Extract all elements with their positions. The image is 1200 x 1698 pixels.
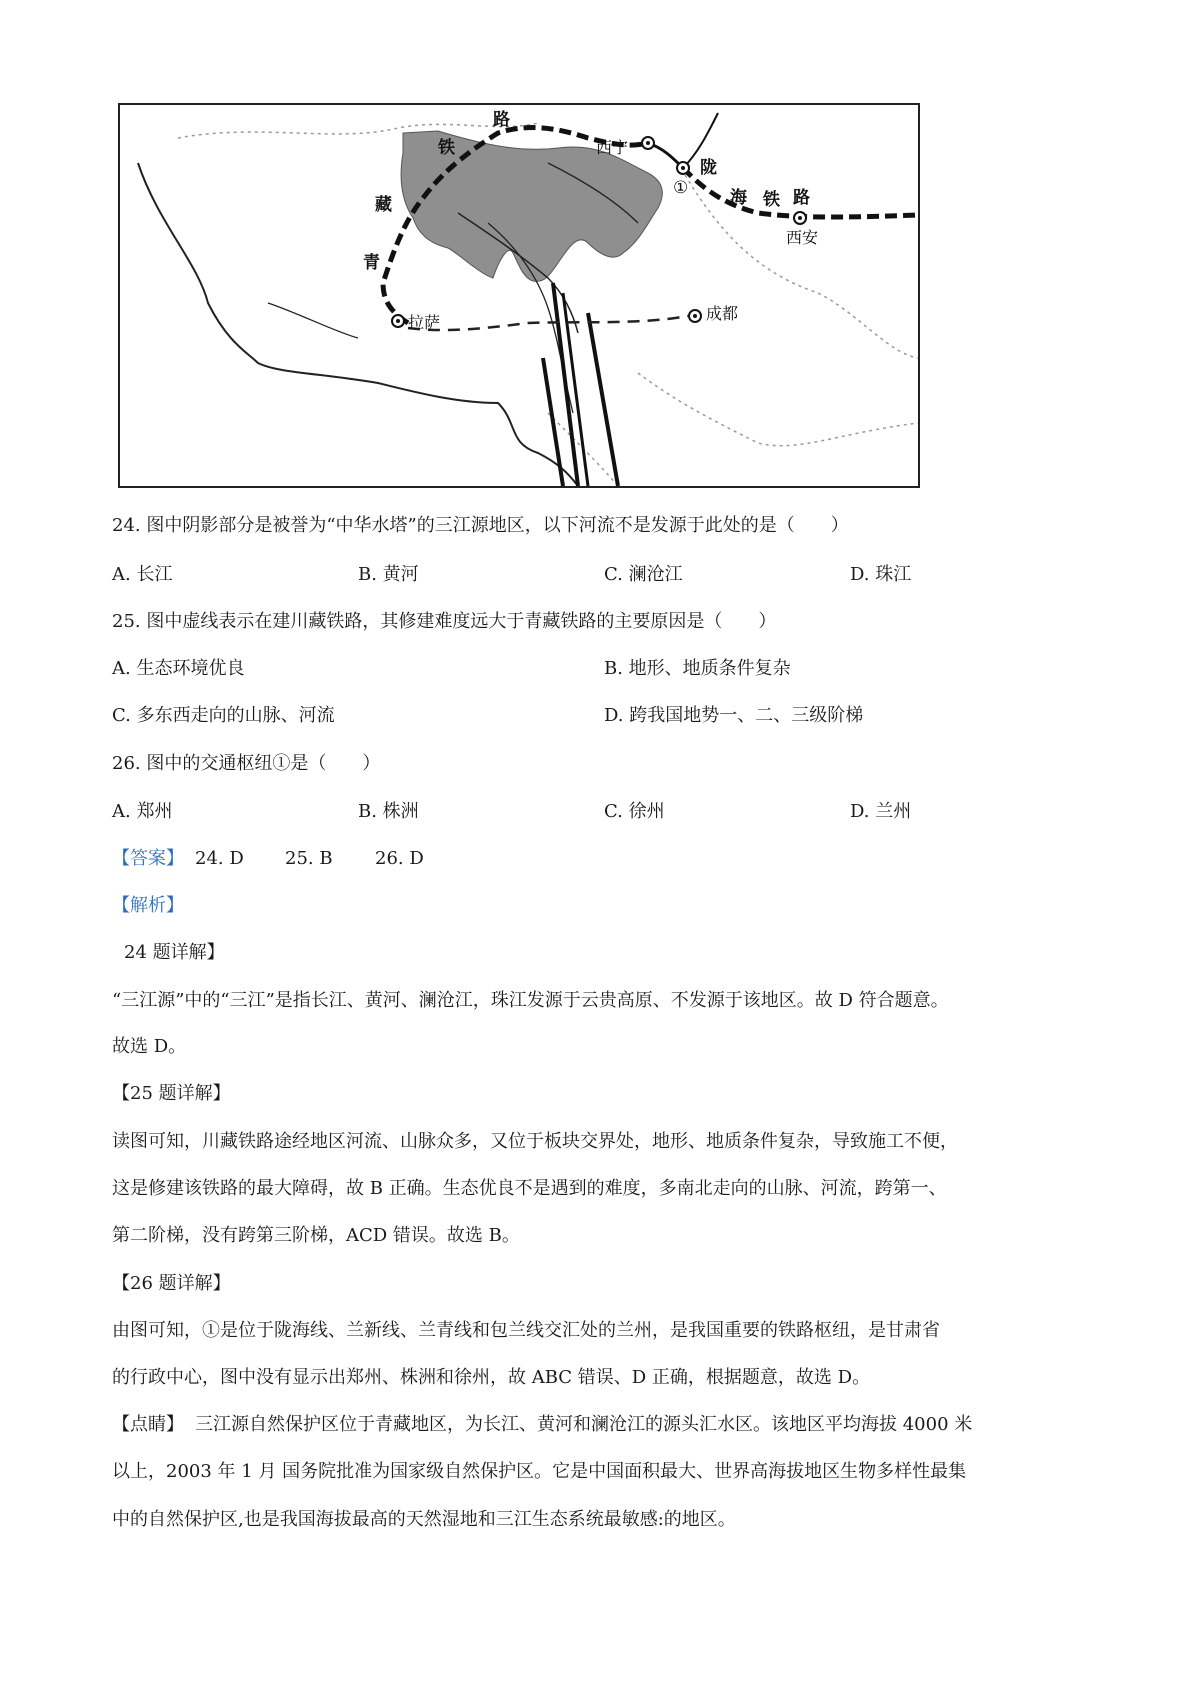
- q26-stem: 26. 图中的交通枢纽①是（ ）: [112, 753, 381, 774]
- answer-24: 24. D: [195, 848, 244, 869]
- answer-25: 25. B: [285, 848, 333, 869]
- q24-option-a: A. 长江: [112, 564, 173, 585]
- xian-label: 西安: [786, 228, 819, 247]
- q25-stem: 25. 图中虚线表示在建川藏铁路，其修建难度远大于青藏铁路的主要原因是（ ）: [112, 611, 777, 632]
- detail-25-line: 读图可知，川藏铁路途经地区河流、山脉众多，又位于板块交界处，地形、地质条件复杂，导致施工不便，: [112, 1131, 958, 1152]
- longhai-label: 海: [730, 188, 747, 208]
- q26-option-b: B. 株洲: [358, 801, 419, 822]
- detail-26-title: 【26 题详解】: [112, 1273, 231, 1294]
- q25-option-a: A. 生态环境优良: [112, 658, 245, 679]
- q26-option-d: D. 兰州: [850, 801, 912, 822]
- answer-26: 26. D: [375, 848, 424, 869]
- detail-24-line: 故选 D。: [112, 1036, 187, 1057]
- note-line: 中的自然保护区,也是我国海拔最高的天然湿地和三江生态系统最敏感:的地区。: [112, 1509, 736, 1530]
- note-line: 三江源自然保护区位于青藏地区，为长江、黄河和澜沧江的源头汇水区。该地区平均海拔 4000 米: [195, 1414, 973, 1435]
- q26-option-a: A. 郑州: [112, 801, 173, 822]
- detail-25-line: 这是修建该铁路的最大障碍，故 B 正确。生态优良不是遇到的难度，多南北走向的山脉、河流，跨第一、: [112, 1178, 947, 1199]
- chengdu-label: 成都: [706, 304, 739, 323]
- xining-label: 西宁: [596, 138, 629, 157]
- longhai-label: 铁: [763, 190, 780, 210]
- q24-option-c: C. 澜沧江: [604, 564, 683, 585]
- q24-option-d: D. 珠江: [850, 564, 912, 585]
- longhai-label: 陇: [700, 158, 717, 178]
- q25-option-c: C. 多东西走向的山脉、河流: [112, 705, 335, 726]
- lhasa-label: 拉萨: [408, 313, 441, 332]
- railway-map: [118, 103, 920, 488]
- q25-option-d: D. 跨我国地势一、二、三级阶梯: [604, 705, 864, 726]
- detail-26-line: 由图可知，①是位于陇海线、兰新线、兰青线和包兰线交汇处的兰州，是我国重要的铁路枢纽，是甘肃省: [112, 1320, 940, 1341]
- qingzang-label: 铁: [438, 138, 455, 158]
- q26-option-c: C. 徐州: [604, 801, 665, 822]
- q24-stem: 24. 图中阴影部分是被誉为“中华水塔”的三江源地区，以下河流不是发源于此处的是（ ）: [112, 515, 849, 536]
- detail-25-line: 第二阶梯，没有跨第三阶梯，ACD 错误。故选 B。: [112, 1225, 520, 1246]
- detail-25-title: 【25 题详解】: [112, 1083, 231, 1104]
- detail-26-line: 的行政中心，图中没有显示出郑州、株洲和徐州，故 ABC 错误、D 正确，根据题意，故选 D。: [112, 1367, 871, 1388]
- note-line: 以上，2003 年 1 月 国务院批准为国家级自然保护区。它是中国面积最大、世界高海拔地区生物多样性最集: [112, 1461, 967, 1482]
- q25-option-b: B. 地形、地质条件复杂: [604, 658, 791, 679]
- qingzang-label: 路: [493, 110, 510, 130]
- detail-24-line: “三江源”中的“三江”是指长江、黄河、澜沧江，珠江发源于云贵高原、不发源于该地区。故 D 符合题意。: [112, 990, 949, 1011]
- qingzang-label: 藏: [375, 195, 392, 215]
- note-tag: 【点睛】: [112, 1414, 184, 1435]
- analysis-tag: 【解析】: [112, 895, 184, 916]
- answer-tag: 【答案】: [112, 848, 184, 869]
- hub-label: ①: [673, 178, 689, 198]
- longhai-label: 路: [793, 188, 810, 208]
- q24-option-b: B. 黄河: [358, 564, 419, 585]
- detail-24-title: 24 题详解】: [124, 942, 225, 963]
- qingzang-label: 青: [363, 253, 380, 273]
